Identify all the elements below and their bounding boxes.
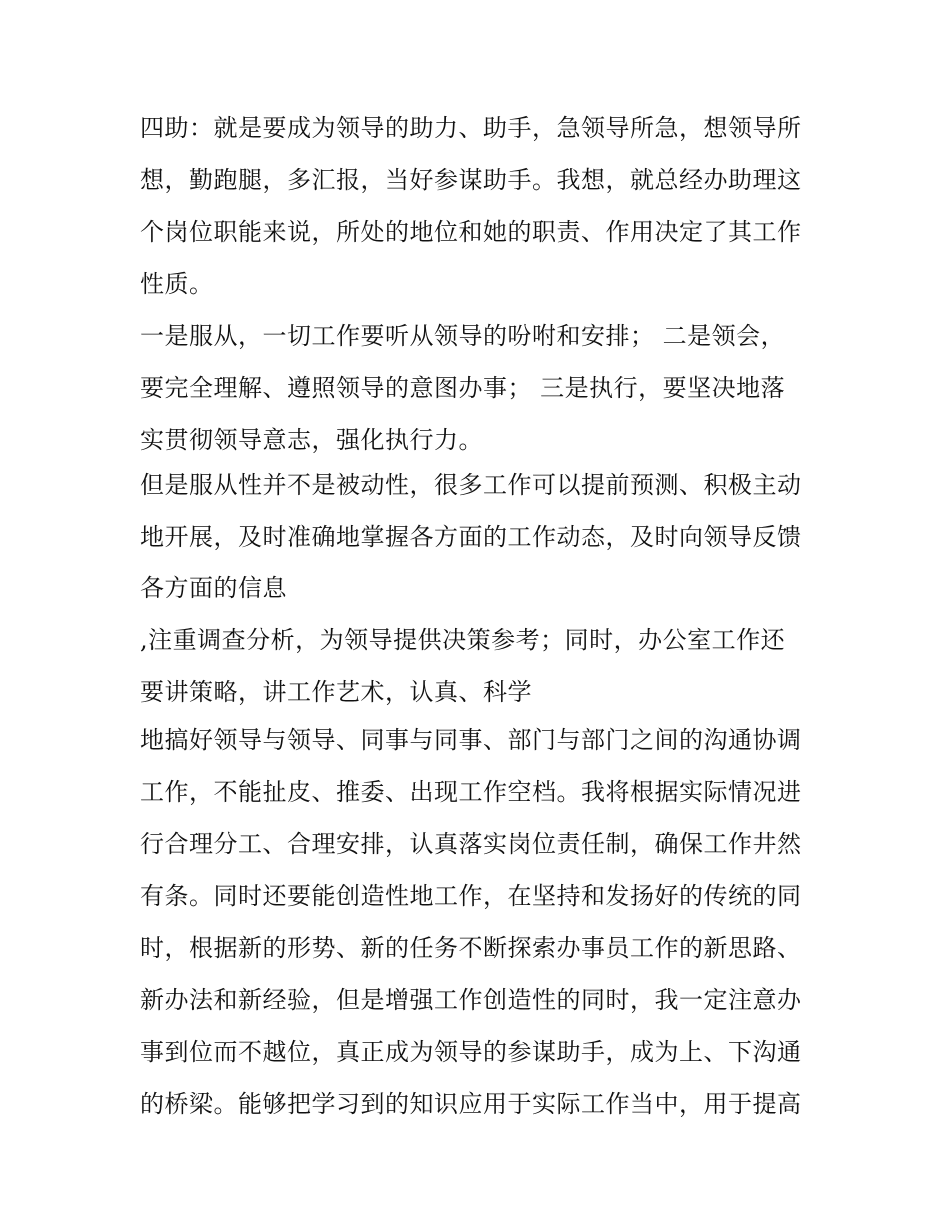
text-line: ,注重调查分析，为领导提供决策参考；同时，办公室工作还 — [140, 626, 786, 654]
text-line: 有条。同时还要能创造性地工作，在坚持和发扬好的传统的同 — [140, 882, 802, 910]
text-line: 一是服从，一切工作要听从领导的吩咐和安排； 二是领会， — [140, 322, 786, 350]
text-line: 性质。 — [140, 270, 214, 298]
text-line: 工作，不能扯皮、推委、出现工作空档。我将根据实际情况进 — [140, 778, 802, 806]
text-line: 的桥梁。能够把学习到的知识应用于实际工作当中，用于提高 — [140, 1090, 802, 1118]
text-line: 个岗位职能来说，所处的地位和她的职责、作用决定了其工作 — [140, 218, 802, 246]
text-line: 要完全理解、遵照领导的意图办事； 三是执行，要坚决地落 — [140, 374, 786, 402]
text-line: 地搞好领导与领导、同事与同事、部门与部门之间的沟通协调 — [140, 726, 802, 754]
text-line: 各方面的信息 — [140, 574, 287, 602]
text-line: 实贯彻领导意志，强化执行力。 — [140, 426, 483, 454]
text-line: 但是服从性并不是被动性，很多工作可以提前预测、积极主动 — [140, 471, 802, 499]
text-line: 行合理分工、合理安排，认真落实岗位责任制，确保工作井然 — [140, 830, 802, 858]
text-line: 四助：就是要成为领导的助力、助手，急领导所急，想领导所 — [140, 114, 802, 142]
text-line: 新办法和新经验，但是增强工作创造性的同时，我一定注意办 — [140, 986, 802, 1014]
text-line: 要讲策略，讲工作艺术，认真、科学 — [140, 678, 532, 706]
text-line: 事到位而不越位，真正成为领导的参谋助手，成为上、下沟通 — [140, 1038, 802, 1066]
text-line: 地开展，及时准确地掌握各方面的工作动态，及时向领导反馈 — [140, 523, 802, 551]
text-line: 想，勤跑腿，多汇报，当好参谋助手。我想，就总经办助理这 — [140, 166, 802, 194]
text-line: 时，根据新的形势、新的任务不断探索办事员工作的新思路、 — [140, 934, 802, 962]
